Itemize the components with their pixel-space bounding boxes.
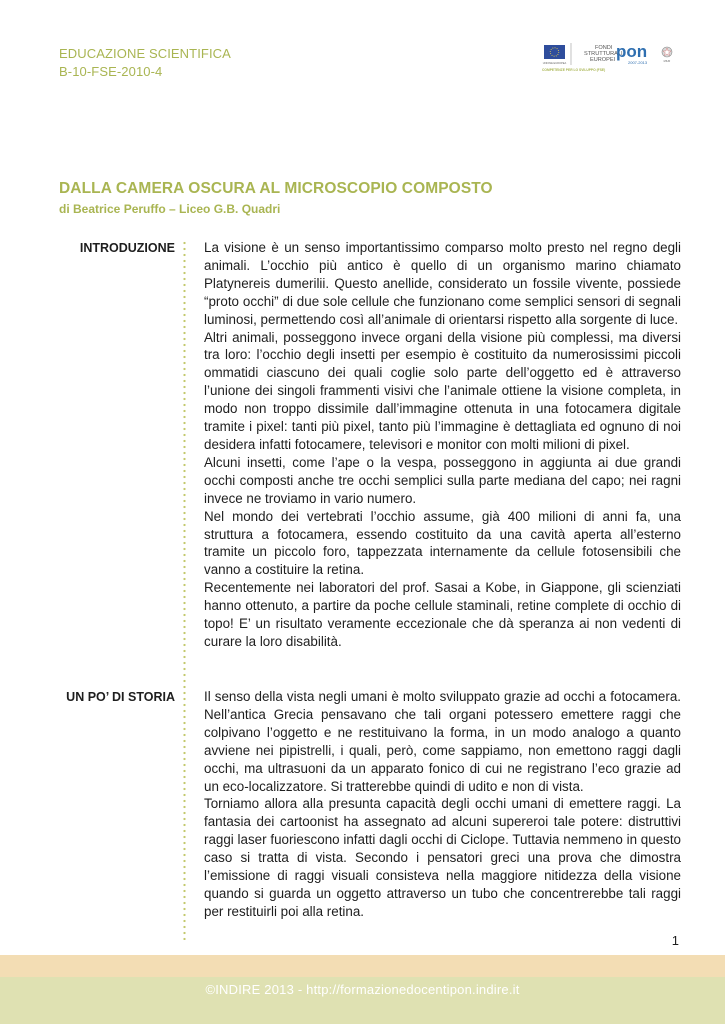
pon-years: 2007-2013 [628,60,648,65]
section-body-storia [204,688,681,921]
document-author: di Beatrice Peruffo – Liceo G.B. Quadri [59,202,281,216]
paragraph: Recentemente nei laboratori del prof. Sasai a Kobe, in Giappone, gli scienziati hanno ottenuto, a partire da poche cellule staminali, retine complete di occhio di topo! E’ un risultato veramente eccezionale che dà speranza ai non vedenti di curare la loro disabilità. [204,580,681,649]
paragraph: La visione è un senso importantissimo comparso molto presto nel regno degli animali. L’occhio più antico è quello di un organismo marino chiamato Platynereis dumerilii. Questo anellide, considerato un fossile vivente, possiede “proto occhi” di due sole cellule che funzionano come semplici sensori di segnali luminosi, permettendo così all’animale di orientarsi rispetto alla sorgente di luce. [204,240,681,327]
section-label-introduzione: INTRODUZIONE [79,241,175,255]
document-title: DALLA CAMERA OSCURA AL MICROSCOPIO COMPOSTO [59,180,493,197]
course-subject: EDUCAZIONE SCIENTIFICA [59,46,231,61]
course-code: B-10-FSE-2010-4 [59,64,163,79]
paragraph: Altri animali, posseggono invece organi della visione più complessi, ma diversi tra loro: l’occhio degli insetti per esempio è costituito da numerosissimi piccoli ommatidi ciascuno dei quali coglie solo parte dell’oggetto ed è attraverso l’unione dei singoli frammenti visivi che l’animale ottiene la visione completa, in modo non troppo dissimile dall’immagine ottenuta in una fotocamera digitale tramite i pixel: tanti più pixel, tanto più l’immagine è dettagliata ed ognuno di noi desidera infatti fotocamere, televisori e monitor con molti milioni di pixel. [204,329,681,452]
paragraph: Torniamo allora alla presunta capacità degli occhi umani di emettere raggi. La fantasia dei cartoonist ha assegnato ad alcuni supereroi tale potere: distruttivi raggi laser fuoriescono infatti dagli occhi di Ciclope. Tuttavia nemmeno in questo caso si tratta di vista. Secondo i pensatori greci una prova che dimostra l’emissione di raggi visuali consisteva nella maggiore nitidezza della visione quando si guarda un oggetto attraverso un tubo che concentrerebbe tali raggi per restituirli poi alla retina. [204,796,681,919]
fondi-label-2: STRUTTURALI [584,51,623,57]
footer-copyright-link[interactable]: ©INDIRE 2013 - http://formazionedocentipon.indire.it [205,982,520,997]
paragraph: Alcuni insetti, come l’ape o la vespa, posseggono in aggiunta ai due grandi occhi composti anche tre occhi semplici sulla parte mediana del capo; nei ragni invece ne troviamo in vario numero. [204,454,681,506]
paragraph: Il senso della vista negli umani è molto sviluppato grazie ad occhi a fotocamera. Nell’antica Grecia pensavano che tali organi potessero emettere raggi che colpivano l’oggetto e ne restituivano la forma, in un modo analogo a quanto avviene nei pipistrelli, i quali, però, come sappiamo, non emettono raggi dagli occhi, ma ultrasuoni da un apparato fonico di cui ne registrano l’eco grazie ad un eco-localizzatore. Si tratterebbe quindi di udito e non di vista. [204,689,681,794]
document-header [59,45,231,81]
eu-flag-icon [544,45,565,59]
dotted-divider [183,240,186,940]
section-label-storia: UN PO’ DI STORIA [66,690,175,704]
italian-emblem-icon [662,47,672,57]
page-number: 1 [671,933,679,948]
fondi-label-1: FONDI [595,45,613,51]
paragraph: Nel mondo dei vertebrati l’occhio assume, già 400 milioni di anni fa, una struttura a fotocamera, essendo costituito da una cavità aperta all’esterno tramite un piccolo foro, tappezzata internamente da cellule fotosensibili che vanno a costituire la retina. [204,508,681,578]
fondi-label-3: EUROPEI [590,57,616,63]
pon-tagline: COMPETENZE PER LO SVILUPPO (FSE) [542,68,606,72]
footer-band-top [0,955,725,977]
section-body-introduzione [204,239,681,651]
pon-logo-text: pon [616,42,648,61]
eu-label: UNIONE EUROPEA [542,62,567,65]
pon-logo-strip [540,40,680,74]
miur-label: MIUR [663,60,671,63]
